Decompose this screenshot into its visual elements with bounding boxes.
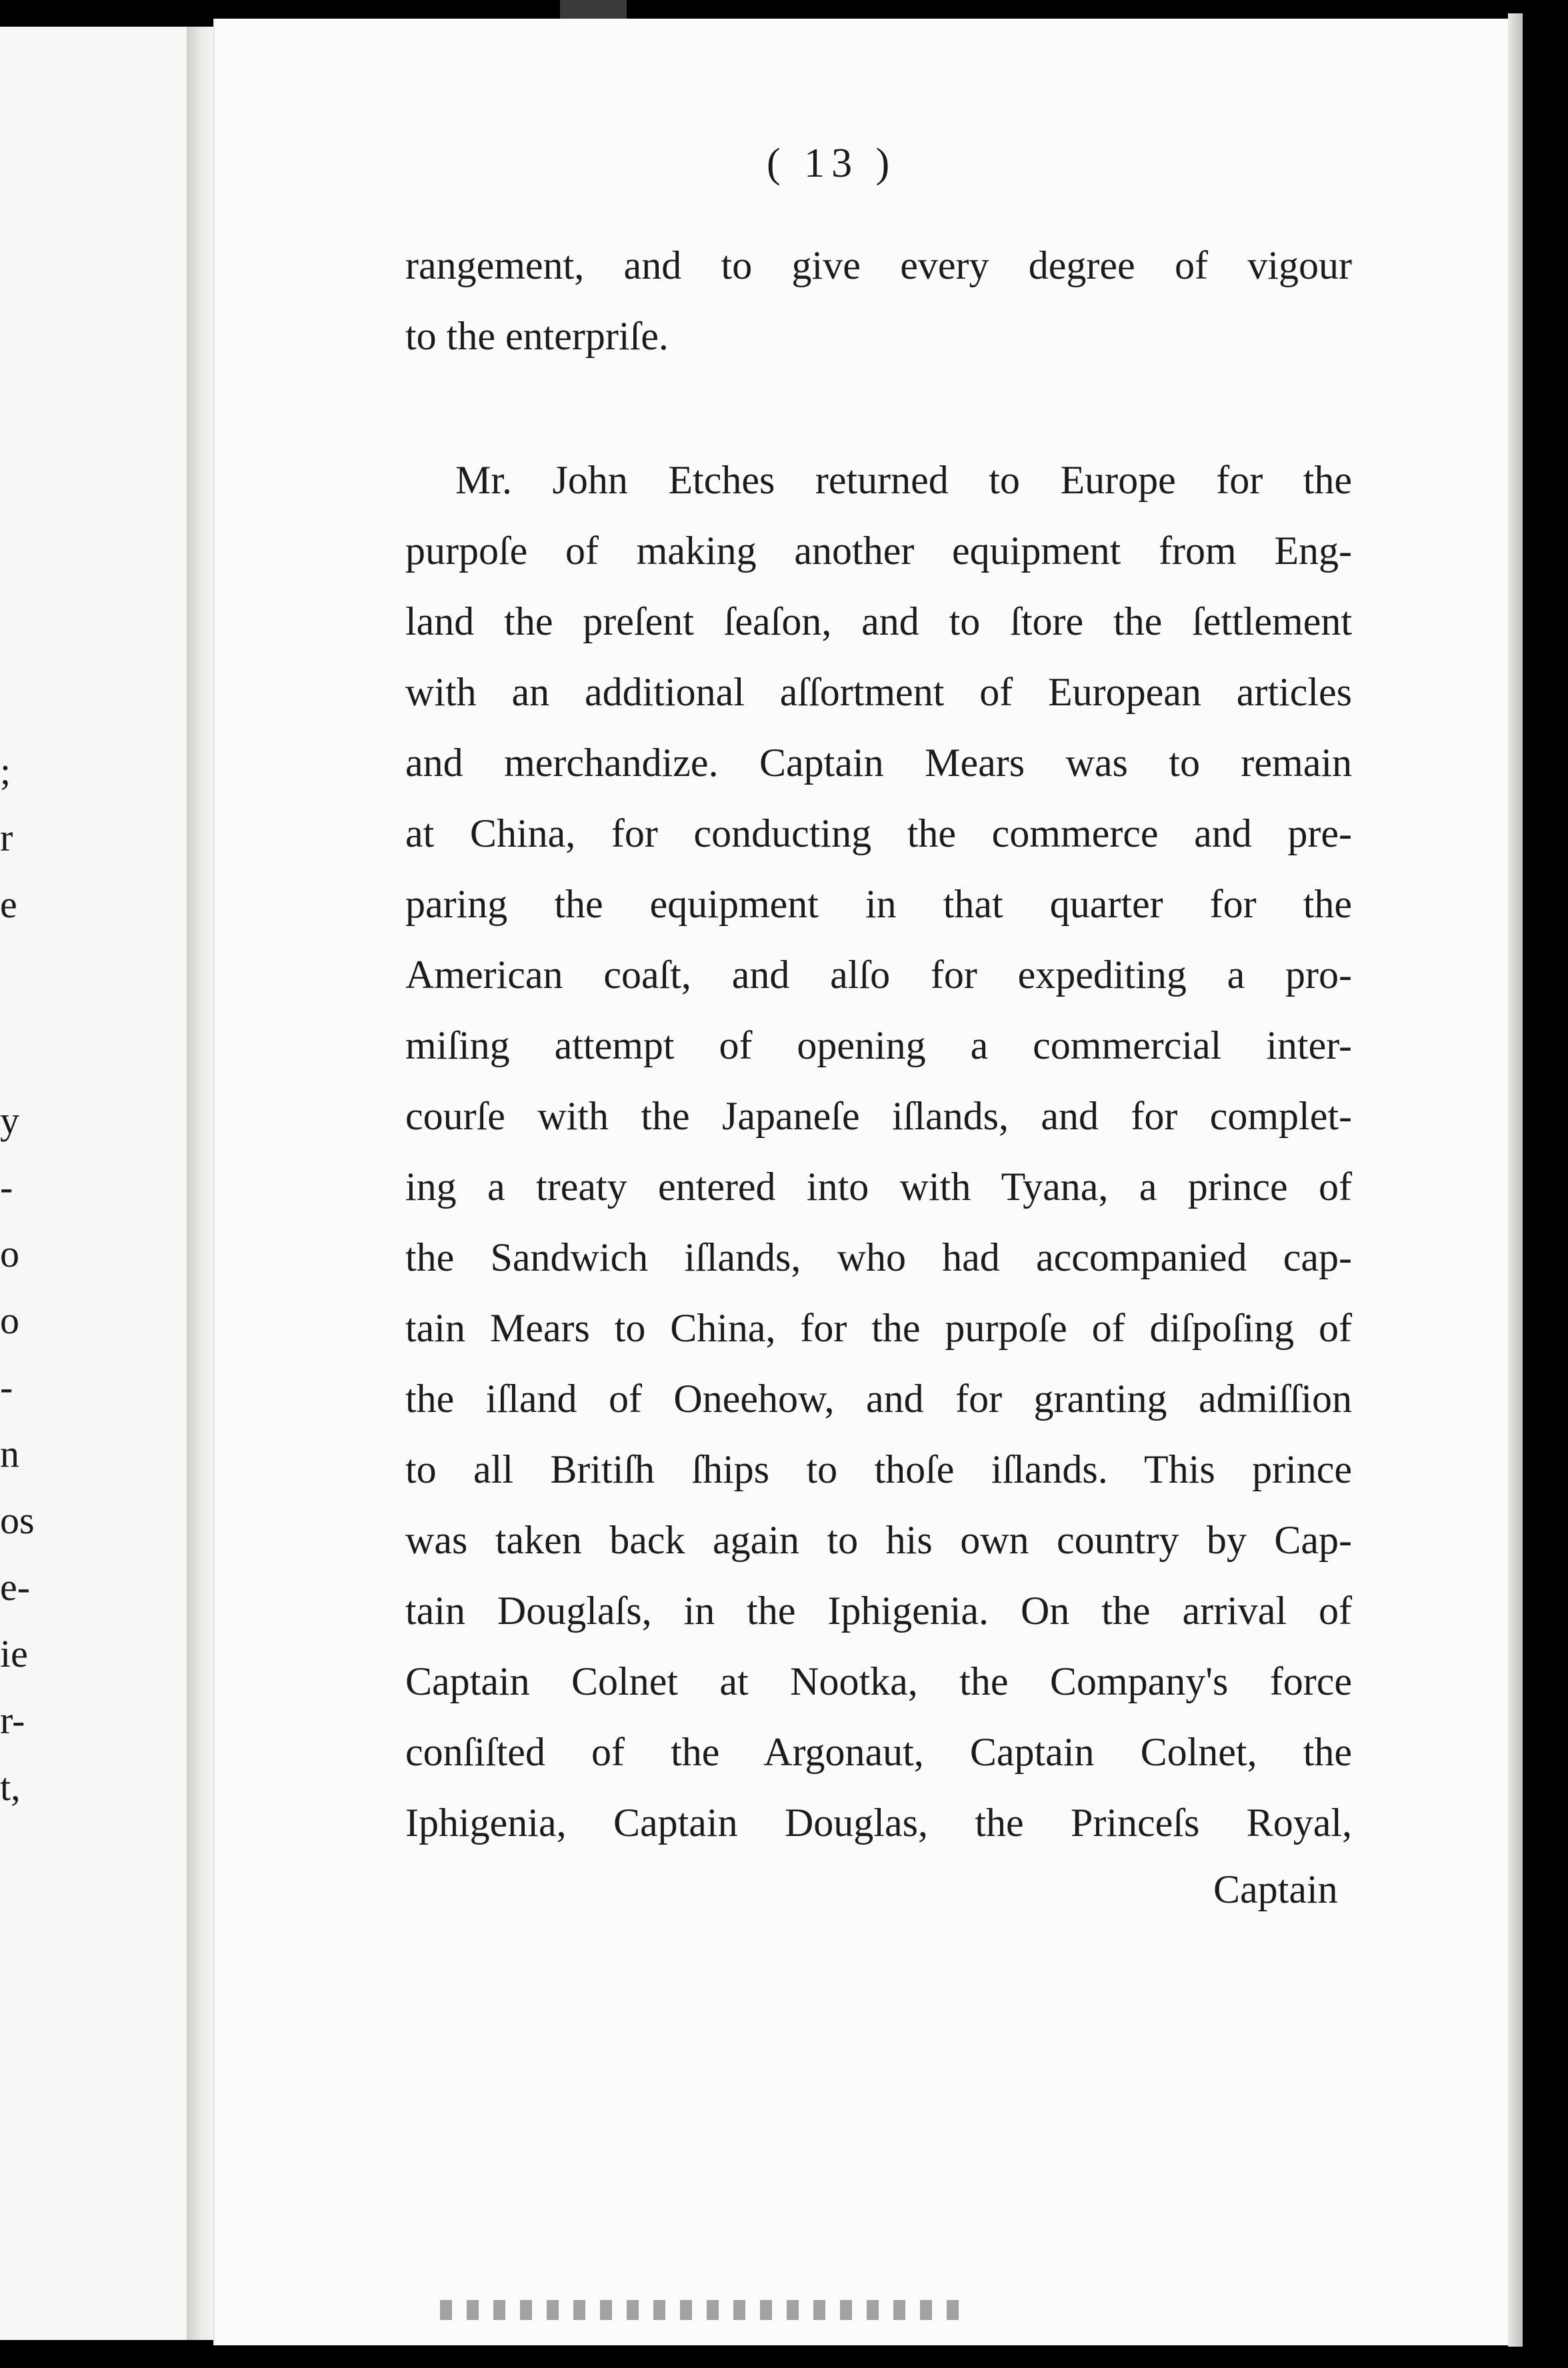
- text-line: to the enterpriſe.: [405, 314, 669, 358]
- text-line: Mr. John Etches returned to Europe for the: [455, 458, 1352, 502]
- left-fragment: o: [0, 1232, 19, 1275]
- text-line: with an additional aſſortment of European articles: [405, 670, 1352, 714]
- left-fragment: t,: [0, 1765, 21, 1809]
- text-line: the Sandwich iſlands, who had accompanied cap-: [405, 1235, 1352, 1279]
- left-facing-page: [0, 27, 202, 2340]
- text-line: at China, for conducting the commerce and pre-: [405, 811, 1352, 855]
- text-line: tain Douglaſs, in the Iphigenia. On the arrival of: [405, 1589, 1352, 1633]
- text-line: courſe with the Japaneſe iſlands, and for complet-: [405, 1094, 1352, 1138]
- body-text: [405, 230, 1352, 1858]
- text-line: the iſland of Oneehow, and for granting admiſſion: [405, 1377, 1352, 1421]
- paragraph-break: [405, 371, 1352, 445]
- text-line: to all Britiſh ſhips to thoſe iſlands. This prince: [405, 1447, 1352, 1491]
- page-edge: [1508, 13, 1523, 2347]
- text-line: miſing attempt of opening a commercial inter-: [405, 1023, 1352, 1067]
- left-fragment: r: [0, 816, 13, 859]
- text-line: ing a treaty entered into with Tyana, a prince of: [405, 1165, 1352, 1209]
- left-fragment: os: [0, 1499, 35, 1542]
- left-fragment: ie: [0, 1632, 28, 1675]
- left-fragment: -: [0, 1165, 13, 1209]
- text-line: rangement, and to give every degree of vigour: [405, 243, 1352, 287]
- text-line: was taken back again to his own country by Cap-: [405, 1518, 1352, 1562]
- bottom-edge-marks: [440, 2300, 973, 2320]
- left-page-text-fragments: [0, 27, 53, 2340]
- text-line: and merchandize. Captain Mears was to remain: [405, 741, 1352, 785]
- text-line: purpoſe of making another equipment from Eng-: [405, 529, 1352, 573]
- left-fragment: e-: [0, 1565, 31, 1609]
- text-line: land the preſent ſeaſon, and to ſtore the ſettlement: [405, 599, 1352, 643]
- page-number: ( 13 ): [767, 141, 897, 186]
- left-fragment: y: [0, 1099, 19, 1142]
- left-fragment: r-: [0, 1699, 25, 1742]
- text-line: conſiſted of the Argonaut, Captain Colnet, the: [405, 1730, 1352, 1774]
- left-fragment: o: [0, 1299, 19, 1342]
- left-fragment: n: [0, 1432, 19, 1475]
- left-fragment: e: [0, 883, 17, 926]
- catchword: Captain: [1213, 1867, 1338, 1911]
- left-fragment: ;: [0, 749, 11, 793]
- text-line: Captain Colnet at Nootka, the Company's force: [405, 1659, 1352, 1703]
- text-line: tain Mears to China, for the purpoſe of diſpoſing of: [405, 1306, 1352, 1350]
- left-fragment: -: [0, 1365, 13, 1409]
- text-line: American coaſt, and alſo for expediting a pro-: [405, 953, 1352, 997]
- text-line: Iphigenia, Captain Douglas, the Princeſs Royal,: [405, 1801, 1352, 1845]
- text-line: paring the equipment in that quarter for the: [405, 882, 1352, 926]
